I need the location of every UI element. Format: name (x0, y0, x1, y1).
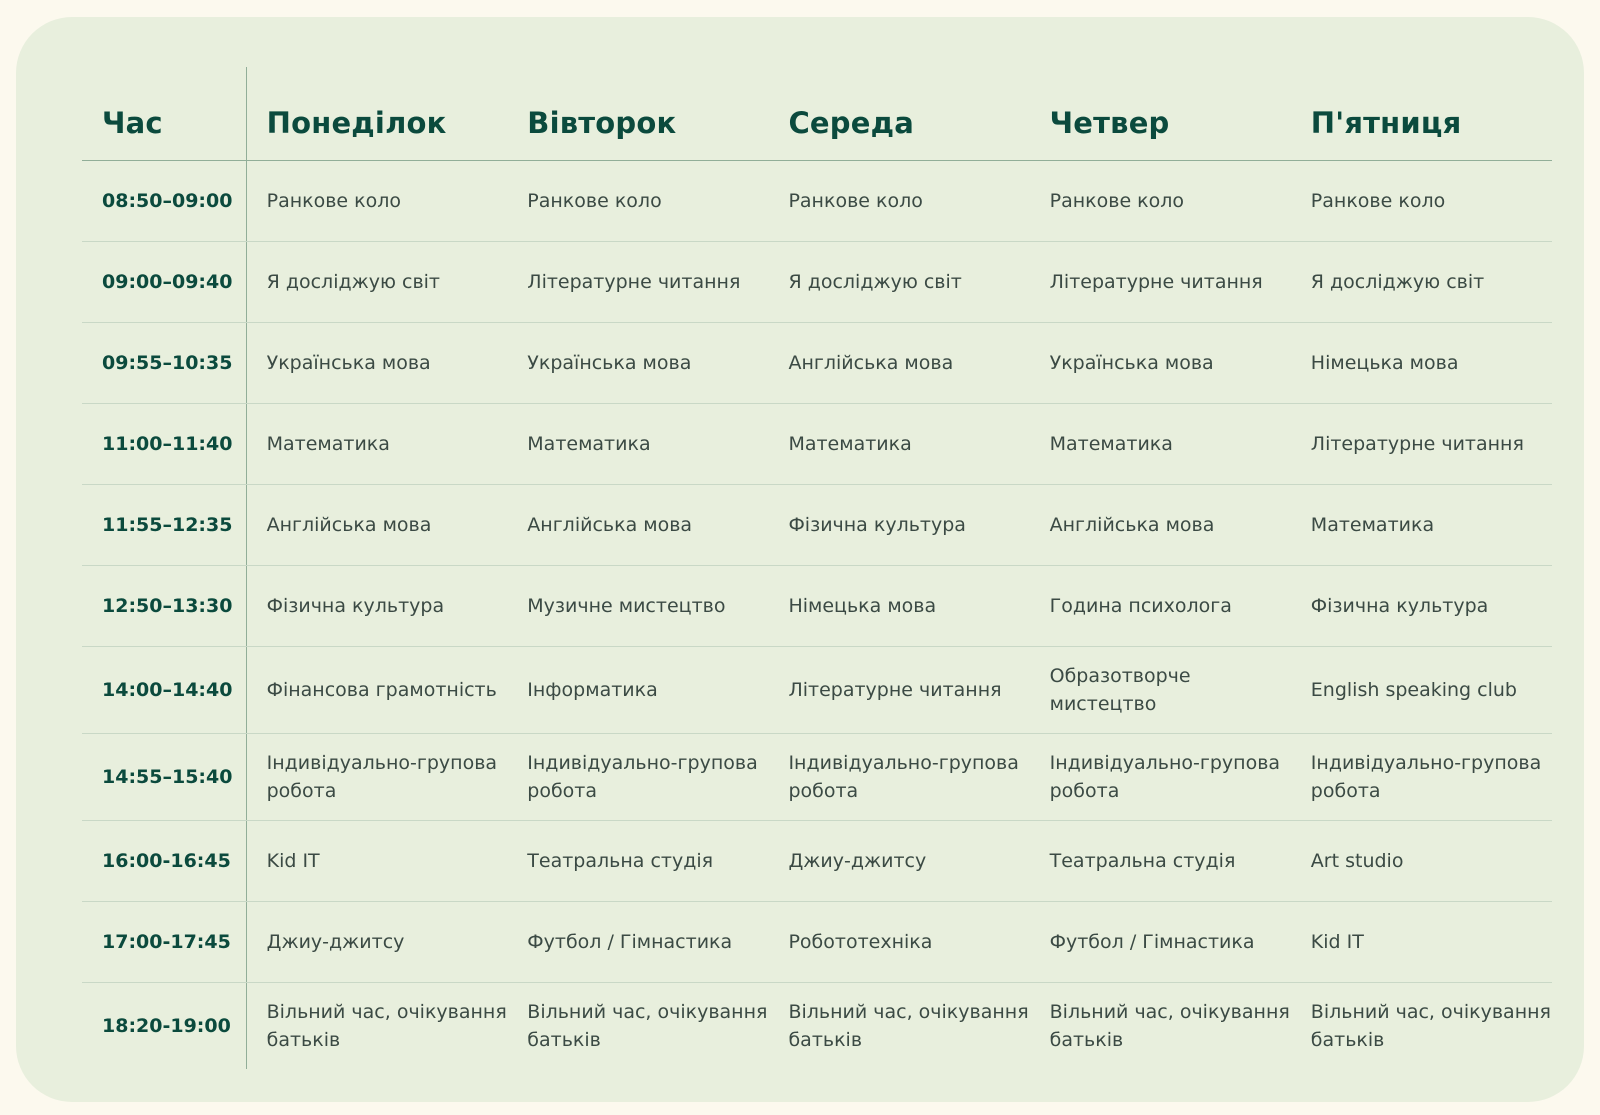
time-cell: 14:00–14:40 (82, 646, 246, 733)
lesson-cell: Я досліджую світ (1291, 241, 1552, 322)
lesson-cell: Індивідуально-групова робота (1030, 733, 1291, 820)
time-cell: 11:55–12:35 (82, 484, 246, 565)
lesson-cell: Вільний час, очікування батьків (1049, 1000, 1290, 1051)
lesson-cell: Німецька мова (768, 565, 1029, 646)
lesson-cell: Фізична культура (768, 484, 1029, 565)
lesson-cell: Математика (507, 403, 768, 484)
lesson-cell: Театральна студія (507, 820, 768, 901)
lesson-cell: Вільний час, очікування батьків (266, 1000, 507, 1051)
time-cell: 14:55–15:40 (82, 733, 246, 820)
lesson-cell: Англійська мова (1030, 484, 1291, 565)
column-header-tuesday: Вівторок (507, 67, 768, 160)
table-row (82, 160, 1552, 241)
lesson-cell: Музичне мистецтво (507, 565, 768, 646)
lesson-cell: Ранкове коло (768, 160, 1029, 241)
table-row (82, 565, 1552, 646)
time-cell: 16:00-16:45 (82, 820, 246, 901)
time-cell: 09:00–09:40 (82, 241, 246, 322)
lesson-cell: Індивідуально-групова робота (507, 733, 768, 820)
lesson-cell: Інформатика (507, 646, 768, 733)
lesson-cell: Математика (1291, 484, 1552, 565)
time-cell: 11:00–11:40 (82, 403, 246, 484)
lesson-cell: Ранкове коло (507, 160, 768, 241)
lesson-cell: Математика (1030, 403, 1291, 484)
time-cell: 09:55–10:35 (82, 322, 246, 403)
lesson-cell: Українська мова (246, 322, 507, 403)
column-header-friday: П'ятниця (1291, 67, 1552, 160)
table-row (82, 820, 1552, 901)
table-row (82, 484, 1552, 565)
lesson-cell: Джиу-джитсу (246, 901, 507, 982)
lesson-cell: Я досліджую світ (246, 241, 507, 322)
lesson-cell: Я досліджую світ (768, 241, 1029, 322)
column-header-monday: Понеділок (246, 67, 507, 160)
table-row (82, 646, 1552, 733)
lesson-cell: Українська мова (507, 322, 768, 403)
lesson-cell: Індивідуально-групова робота (768, 733, 1029, 820)
lesson-cell: Фінансова грамотність (246, 646, 507, 733)
lesson-cell: English speaking club (1291, 646, 1552, 733)
lesson-cell: Kid IT (246, 820, 507, 901)
time-cell: 12:50–13:30 (82, 565, 246, 646)
lesson-cell: Індивідуально-групова робота (1291, 733, 1552, 820)
time-cell: 17:00-17:45 (82, 901, 246, 982)
table-row (82, 982, 1552, 1069)
lesson-cell: Англійська мова (768, 322, 1029, 403)
lesson-cell: Образотворче мистецтво (1030, 646, 1291, 733)
column-header-thursday: Четвер (1030, 67, 1291, 160)
column-header-wednesday: Середа (768, 67, 1029, 160)
lesson-cell: Літературне читання (1291, 403, 1552, 484)
schedule-card (16, 17, 1584, 1102)
lesson-cell: Літературне читання (768, 646, 1029, 733)
lesson-cell: Година психолога (1030, 565, 1291, 646)
lesson-cell: Футбол / Гімнастика (1030, 901, 1291, 982)
lesson-cell: Робототехніка (768, 901, 1029, 982)
table-row (82, 403, 1552, 484)
time-cell: 18:20-19:00 (82, 982, 246, 1069)
lesson-cell: Вільний час, очікування батьків (788, 1000, 1029, 1051)
lesson-cell: Art studio (1291, 820, 1552, 901)
lesson-cell: Ранкове коло (246, 160, 507, 241)
lesson-cell: Футбол / Гімнастика (507, 901, 768, 982)
table-row (82, 322, 1552, 403)
lesson-cell: Вільний час, очікування батьків (527, 1000, 768, 1051)
lesson-cell: Ранкове коло (1291, 160, 1552, 241)
lesson-cell: Літературне читання (1030, 241, 1291, 322)
header-row (82, 67, 1552, 160)
lesson-cell: Фізична культура (246, 565, 507, 646)
lesson-cell: Англійська мова (507, 484, 768, 565)
table-row (82, 733, 1552, 820)
lesson-cell: Українська мова (1030, 322, 1291, 403)
lesson-cell: Англійська мова (246, 484, 507, 565)
lesson-cell: Вільний час, очікування батьків (1310, 1000, 1551, 1051)
lesson-cell: Індивідуально-групова робота (246, 733, 507, 820)
lesson-cell: Математика (246, 403, 507, 484)
lesson-cell: Математика (768, 403, 1029, 484)
lesson-cell: Ранкове коло (1030, 160, 1291, 241)
lesson-cell: Літературне читання (507, 241, 768, 322)
schedule-table (82, 67, 1552, 1069)
lesson-cell: Фізична культура (1291, 565, 1552, 646)
column-header-time: Час (82, 67, 246, 160)
lesson-cell: Театральна студія (1030, 820, 1291, 901)
lesson-cell: Kid IT (1291, 901, 1552, 982)
table-row (82, 901, 1552, 982)
table-row (82, 241, 1552, 322)
time-cell: 08:50–09:00 (82, 160, 246, 241)
lesson-cell: Німецька мова (1291, 322, 1552, 403)
lesson-cell: Джиу-джитсу (768, 820, 1029, 901)
